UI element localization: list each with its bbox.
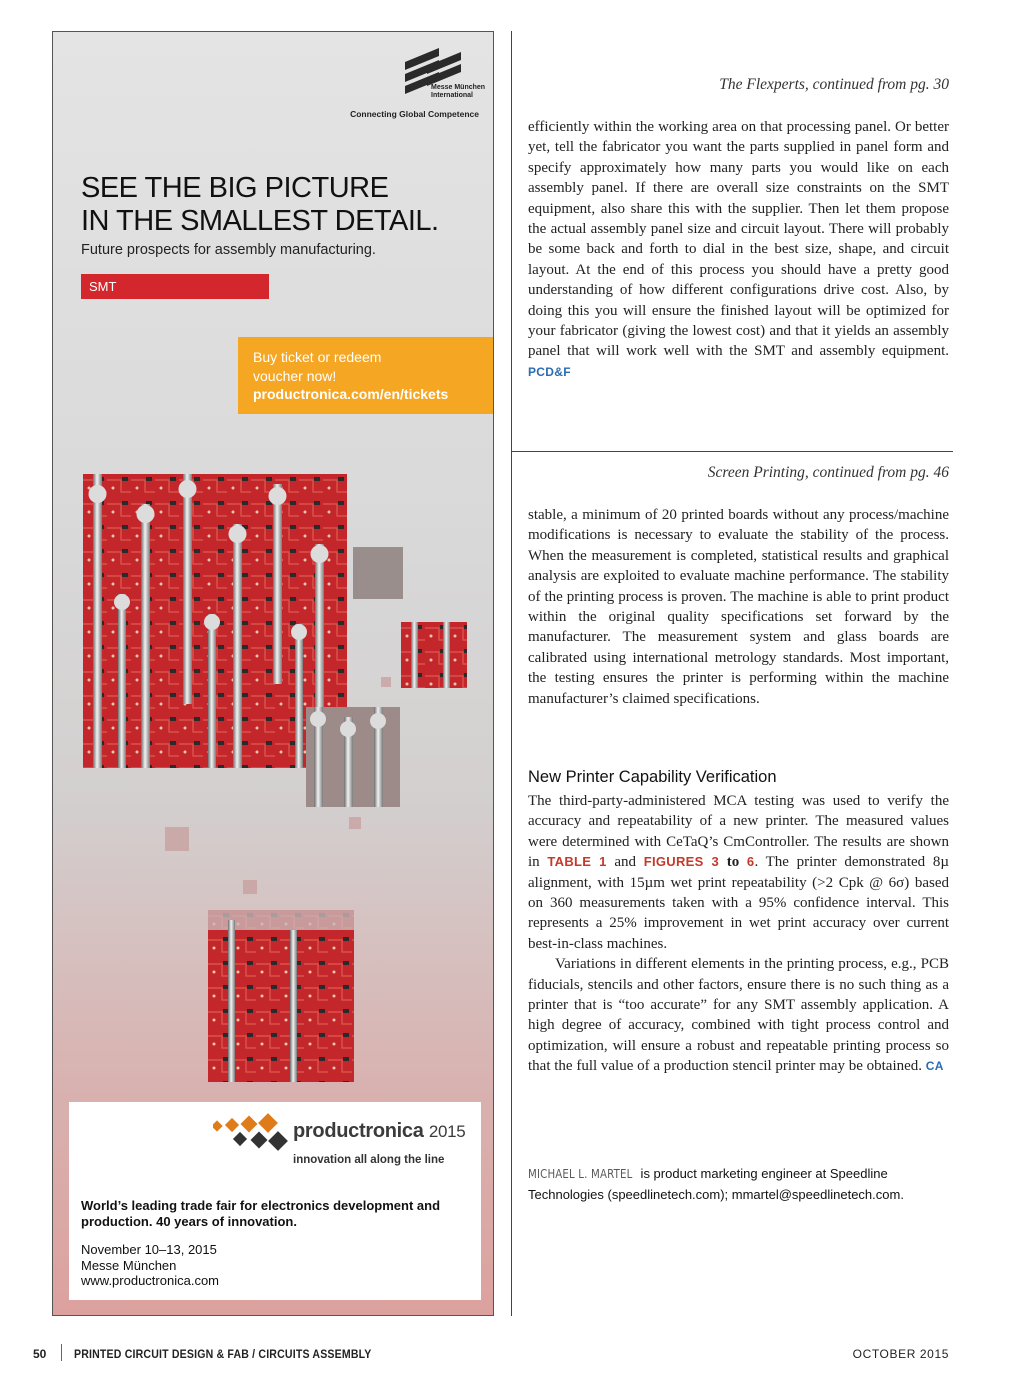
issue-date: OCTOBER 2015 (852, 1347, 949, 1361)
fair-dates: November 10–13, 2015 (81, 1242, 217, 1257)
pcb-photo-tile-small (401, 622, 467, 688)
screen-printing-body: The third-party-administered MCA testing was used to verify the accuracy and repeatability of a new printer. The measured values were determined with CeTaQ’s CmController. The results are shown in TABLE 1 and FIGURES 3 to 6. The printer demonstrated 8µ alignment, with 15µm wet print repeatability (>2 Cpk @ 6σ) based on 360 measurements taken with a 95% confidence interval. This represents a 25% improvement in wet print accuracy over current best-in-class machines. Variations in different elements in the printing process, e.g., PCB fiducials, stencils and other factors, ensure there is no such thing as a printer that is “too accurate” for any SMT assembly application. A high degree of accuracy, combined with tight process control and optimization, will ensure a robust and repeatable printing process so that the full value of a production stencil printer may be obtained. CA (528, 793, 949, 1075)
figures-reference[interactable]: FIGURES 3 (643, 854, 719, 870)
fair-details (81, 1242, 219, 1289)
advertisement (52, 31, 494, 1316)
ad-headline: SEE THE BIG PICTURE IN THE SMALLEST DETAIL. (81, 172, 439, 237)
pcdf-endmark: PCD&F (528, 364, 571, 379)
author-name: MICHAEL L. MARTEL (528, 1167, 633, 1181)
fair-website-link[interactable]: www.productronica.com (81, 1273, 219, 1288)
productronica-slogan: innovation all along the line (293, 1154, 445, 1166)
figure-6-reference[interactable]: 6 (746, 854, 755, 870)
fair-description: World’s leading trade fair for electronics development and production. 40 years of innovation. (81, 1198, 441, 1229)
screen-printing-para1: stable, a minimum of 20 printed boards without any process/machine modifications is necessary to evaluate the stability of the process. When the measurement is completed, statistical results and graphical analysis are exploited to evaluate machine performance. The stability of the printing process is proven. The machine is able to print product within the original quality specifications set forward by the manufacturer. The measurement system and glass boards are calibrated using international metrology standards. Most important, the testing ensures the printer is performing within the machine manufacturer’s claimed specifications. (528, 507, 949, 707)
column-divider (511, 31, 512, 1316)
productronica-info-box (69, 1102, 481, 1300)
pcb-photo-tile-blur (353, 547, 403, 599)
productronica-wordmark: productronica 2015 (293, 1120, 466, 1142)
decor-cube (165, 827, 189, 851)
messe-brand-text: Messe München International (431, 84, 486, 99)
ticket-call-to-action[interactable]: Buy ticket or redeem voucher now! productronica.com/en/tickets (238, 337, 494, 414)
section-heading: New Printer Capability Verification (528, 768, 777, 786)
ca-endmark: CA (925, 1059, 944, 1074)
pcb-photo-tile-large (208, 910, 354, 1082)
ad-subhead: Future prospects for assembly manufacturing. (81, 242, 376, 258)
pcb-photo-tile-medium (306, 707, 400, 807)
ad-tagline: Connecting Global Competence (350, 109, 479, 119)
article-divider (511, 451, 953, 452)
publication-name: PRINTED CIRCUIT DESIGN & FAB / CIRCUITS ASSEMBLY (74, 1347, 372, 1361)
flexperts-body: efficiently within the working area on that processing panel. Or better yet, tell the fabricator you want the parts supplied in panel form and specify approximately how many parts you would like on each assembly panel. If there are overall size constraints on the SMT equipment, also share this with the supplier. Then let them propose the actual assembly panel size and circuit layout. There will probably be some back and forth to dial in the best size, shape, and circuit layout. At the end of this process you should have a pretty good understanding of how different configurations drive cost. Also, by doing this you will ensure the finished layout will be optimized for your fabricator (giving the lowest cost) and that it yields an assembly panel that will work well with the SMT and assembly equipment. PCD&F (528, 119, 949, 379)
author-bio: MICHAEL L. MARTEL is product marketing engineer at Speedline Technologies (speedlinetech.com); mmartel@speedlinetech.com. (528, 1166, 904, 1202)
smt-label-bar: SMT (81, 274, 269, 299)
decor-cube (349, 817, 361, 829)
decor-cube (381, 677, 391, 687)
ticket-link[interactable]: productronica.com/en/tickets (253, 386, 449, 402)
fair-venue: Messe München (81, 1257, 177, 1273)
footer-separator (61, 1344, 62, 1361)
continued-from-flexperts: The Flexperts, continued from pg. 30 (719, 76, 949, 93)
page-number: 50 (33, 1347, 47, 1361)
continued-from-screen-printing: Screen Printing, continued from pg. 46 (707, 464, 949, 481)
decor-cube (243, 880, 257, 894)
table-1-reference[interactable]: TABLE 1 (547, 854, 607, 870)
